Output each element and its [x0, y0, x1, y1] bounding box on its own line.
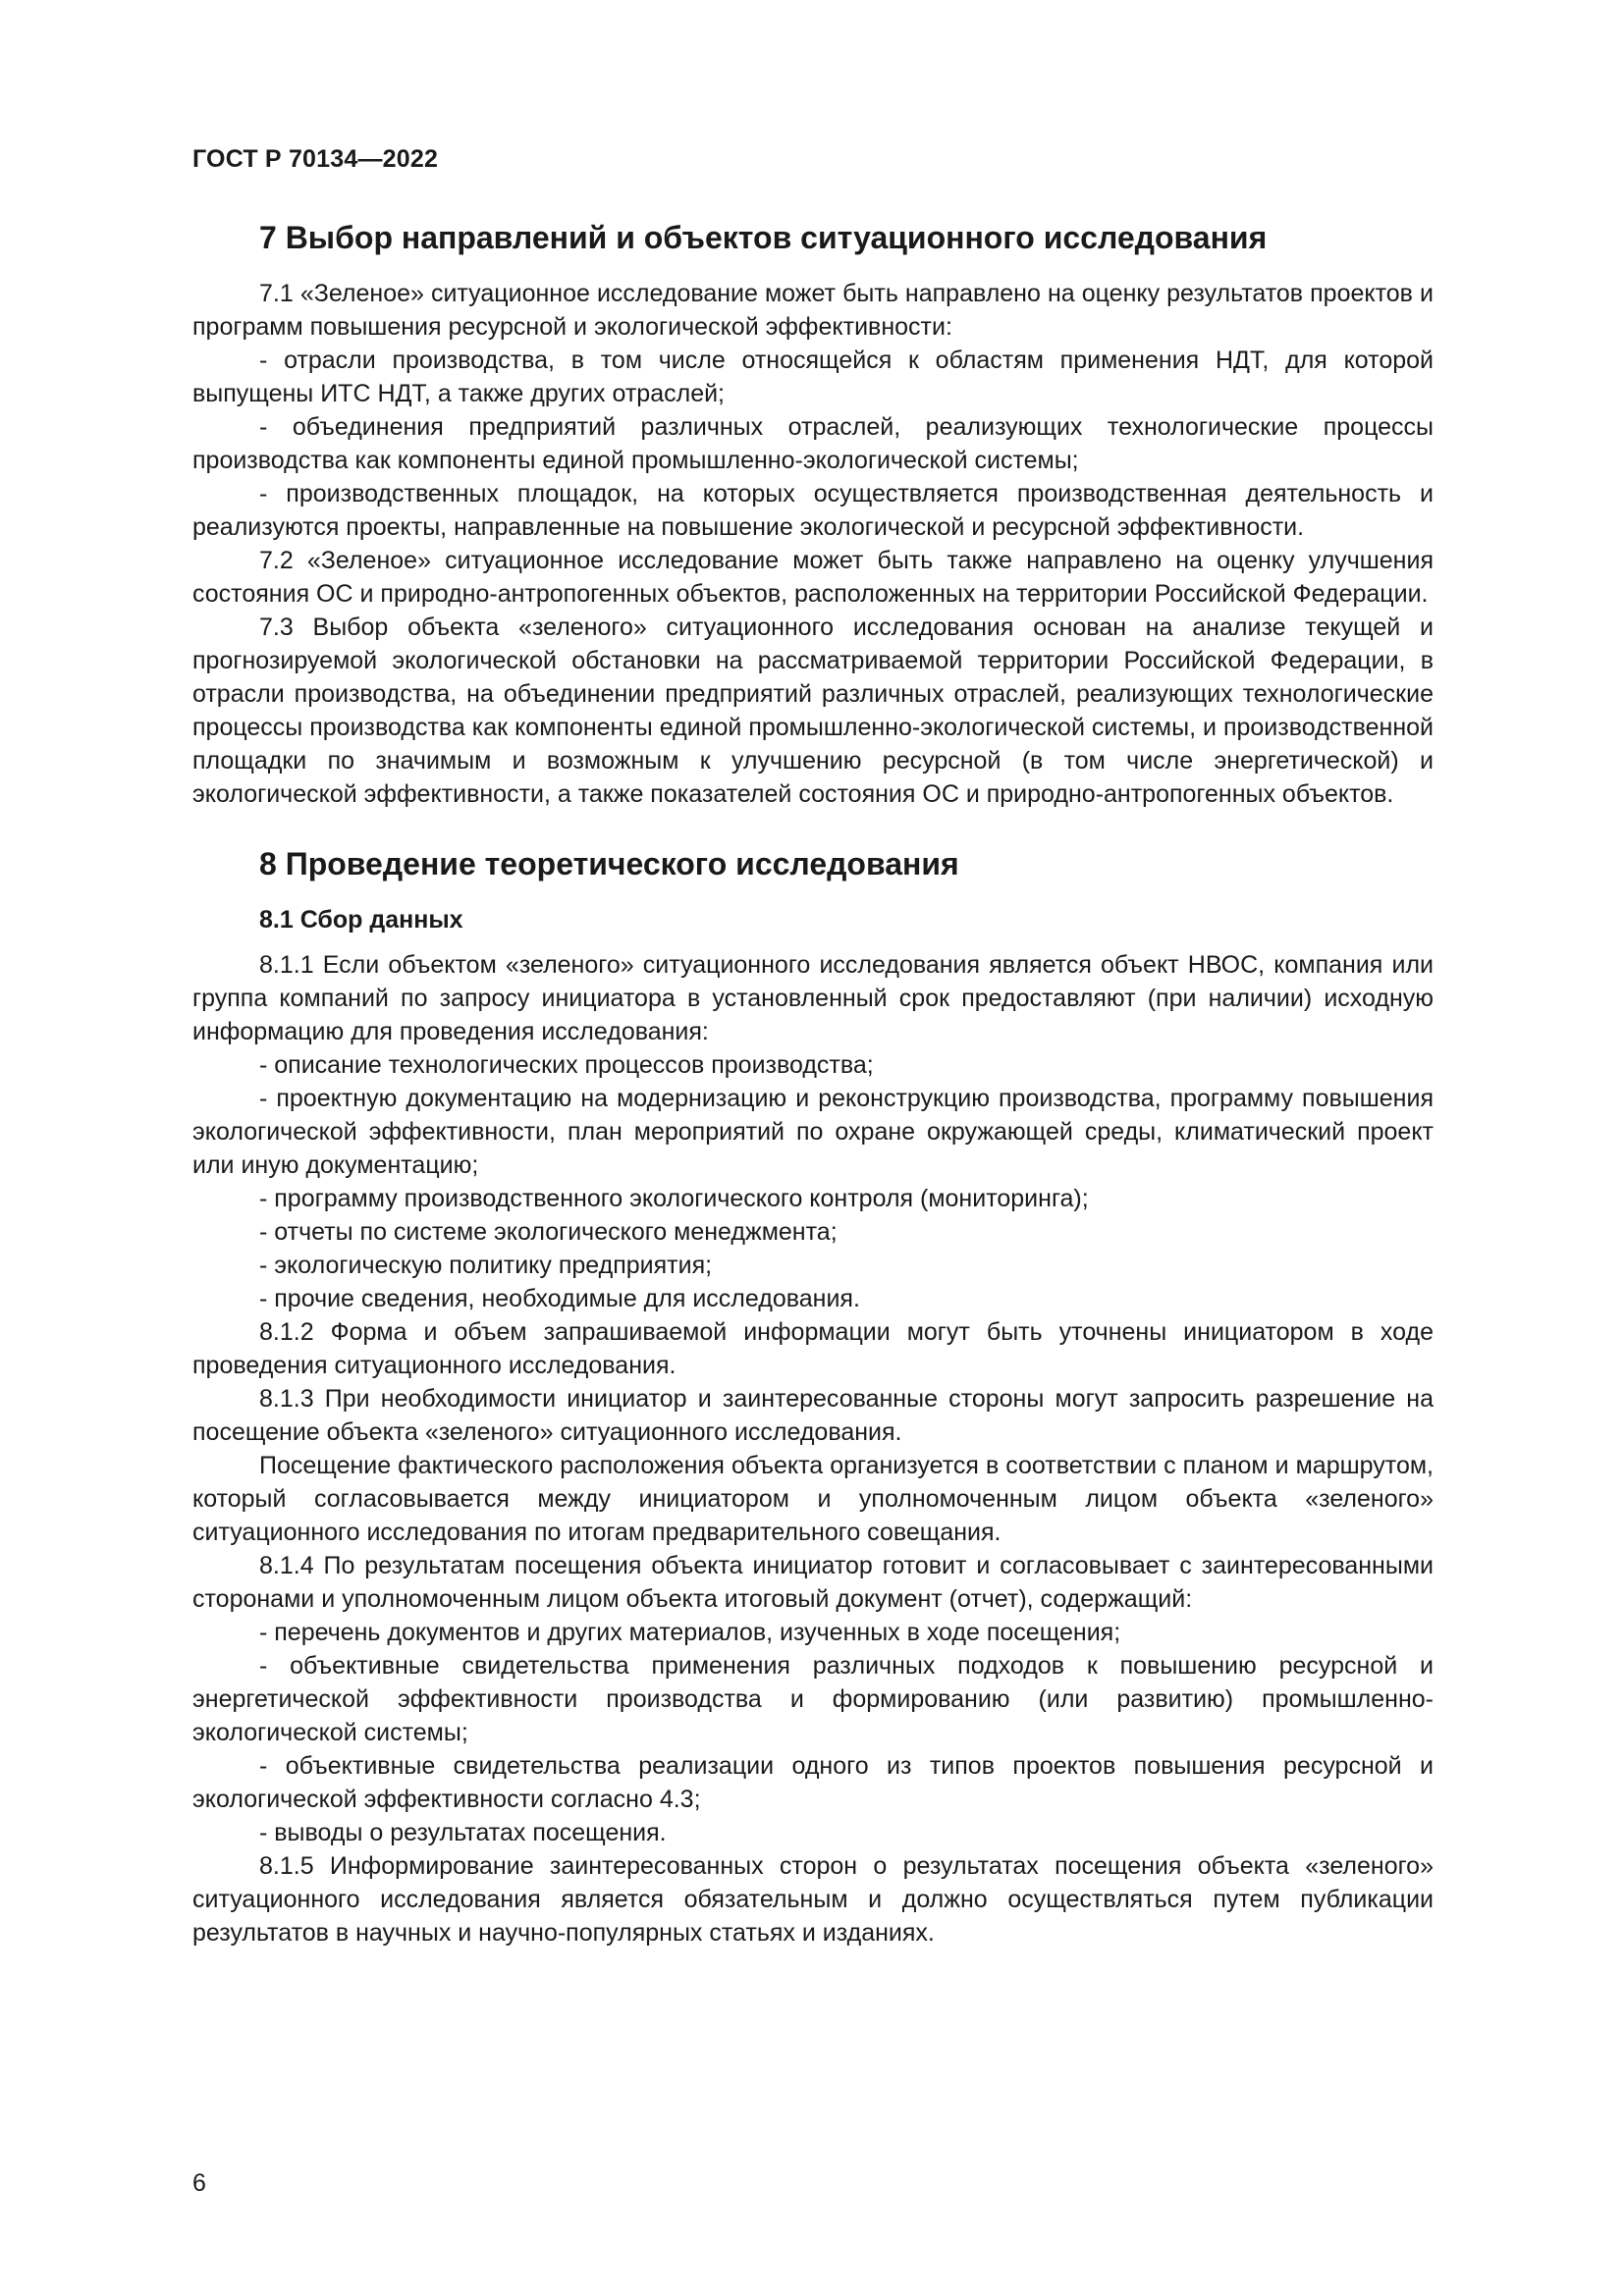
paragraph-7-2: 7.2 «Зеленое» ситуационное исследование может быть также направлено на оценку улучшения состояния ОС и природно-антропогенных объектов, расположенных на территории Российской Федерации.: [192, 547, 1434, 608]
paragraph-8-1-5: 8.1.5 Информирование заинтересованных сторон о результатах посещения объекта «зеленого» ситуационного исследования является обязательным и должно осуществляться путем публикации результатов в научных и научно-популярных статьях и изданиях.: [192, 1852, 1434, 1947]
section-8-heading: 8 Проведение теоретического исследования: [259, 846, 959, 881]
list-item: - объединения предприятий различных отраслей, реализующих технологические процессы производства как компоненты единой промышленно-экологической системы;: [192, 413, 1434, 474]
paragraph-8-1-4: 8.1.4 По результатам посещения объекта инициатор готовит и согласовывает с заинтересованными сторонами и уполномоченным лицом объекта итоговый документ (отчет), содержащий:: [192, 1552, 1434, 1613]
section-spacer: [192, 811, 1434, 844]
list-item: - производственных площадок, на которых осуществляется производственная деятельность и реализуются проекты, направленные на повышение экологической и ресурсной эффективности.: [192, 480, 1434, 541]
list-item: - программу производственного экологического контроля (мониторинга);: [259, 1185, 1089, 1212]
list-item: - объективные свидетельства реализации одного из типов проектов повышения ресурсной и экологической эффективности согласно 4.3;: [192, 1752, 1434, 1813]
list-item: - экологическую политику предприятия;: [259, 1252, 713, 1279]
list-item: - отчеты по системе экологического менеджмента;: [259, 1218, 838, 1246]
list-item: - перечень документов и других материалов, изученных в ходе посещения;: [259, 1619, 1121, 1646]
list-item: - выводы о результатах посещения.: [259, 1819, 667, 1846]
list-item: - отрасли производства, в том числе относящейся к областям применения НДТ, для которой выпущены ИТС НДТ, а также других отраслей;: [192, 347, 1434, 407]
list-item: - прочие сведения, необходимые для исследования.: [259, 1285, 860, 1312]
document-standard-id: ГОСТ Р 70134—2022: [192, 145, 439, 173]
list-item: - проектную документацию на модернизацию и реконструкцию производства, программу повышения экологической эффективности, план мероприятий по охране окружающей среды, климатический проект или иную документацию;: [192, 1085, 1434, 1179]
page-number: 6: [192, 2169, 206, 2197]
paragraph-8-1-2: 8.1.2 Форма и объем запрашиваемой информации могут быть уточнены инициатором в ходе проведения ситуационного исследования.: [192, 1318, 1434, 1379]
paragraph-7-3: 7.3 Выбор объекта «зеленого» ситуационного исследования основан на анализе текущей и прогнозируемой экологической обстановки на рассматриваемой территории Российской Федерации, в отрасли производства, на объединении предприятий различных отраслей, реализующих технологические процессы производства как компоненты единой промышленно-экологической системы, и производственной площадки по значимым и возможным к улучшению ресурсной (в том числе энергетической) и экологической эффективности, а также показателей состояния ОС и природно-антропогенных объектов.: [192, 614, 1434, 808]
document-body: [192, 218, 1434, 1949]
paragraph-8-1-3: 8.1.3 При необходимости инициатор и заинтересованные стороны могут запросить разрешение на посещение объекта «зеленого» ситуационного исследования.: [192, 1385, 1434, 1446]
paragraph-7-1: 7.1 «Зеленое» ситуационное исследование может быть направлено на оценку результатов проектов и программ повышения ресурсной и экологической эффективности:: [192, 280, 1434, 341]
paragraph-8-1-1: 8.1.1 Если объектом «зеленого» ситуационного исследования является объект НВОС, компания или группа компаний по запросу инициатора в установленный срок предоставляют (при наличии) исходную информацию для проведения исследования:: [192, 951, 1434, 1045]
paragraph-visit: Посещение фактического расположения объекта организуется в соответствии с планом и маршрутом, который согласовывается между инициатором и уполномоченным лицом объекта «зеленого» ситуационного исследования по итогам предварительного совещания.: [192, 1452, 1434, 1546]
section-7-heading: 7 Выбор направлений и объектов ситуационного исследования: [259, 220, 1268, 255]
subsection-8-1-heading: 8.1 Сбор данных: [259, 906, 463, 934]
list-item: - объективные свидетельства применения различных подходов к повышению ресурсной и энергетической эффективности производства и формированию (или развитию) промышленно-экологической системы;: [192, 1652, 1434, 1746]
list-item: - описание технологических процессов производства;: [259, 1051, 874, 1079]
